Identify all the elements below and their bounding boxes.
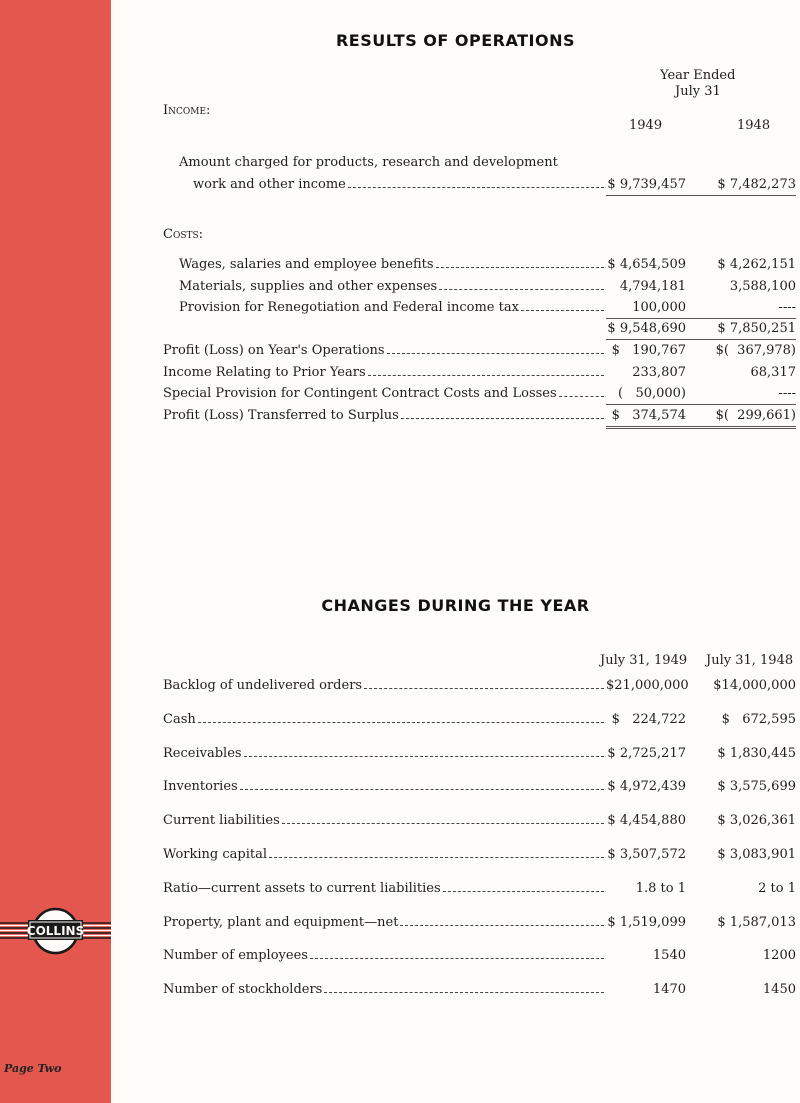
dot-leader	[387, 353, 604, 354]
value-col-2: ----	[778, 386, 796, 401]
red-sidebar	[0, 0, 111, 1103]
row-label-group	[163, 712, 606, 727]
row-label-group	[163, 948, 606, 963]
value-col-2: $ 1,830,445	[717, 745, 796, 761]
value-col-2: $ 7,482,273	[717, 177, 796, 192]
dot-leader	[443, 891, 604, 892]
period-header-line2: July 31	[675, 84, 721, 99]
cost-row	[0, 257, 800, 275]
value-col-2: $ 672,595	[721, 711, 796, 727]
value-col-1: $ 190,767	[611, 343, 686, 358]
value-col-2: 1200	[762, 948, 796, 964]
row-label: Special Provision for Contingent Contract Costs and Losses	[163, 386, 557, 401]
row-label-group	[163, 881, 606, 896]
summary-row	[0, 408, 800, 426]
costs-underline	[606, 318, 796, 319]
value-col-2: 3,588,100	[729, 278, 796, 294]
dot-leader	[368, 375, 604, 376]
income-line1: Amount charged for products, research and development	[179, 155, 558, 170]
costs-heading: Costs:	[163, 227, 204, 242]
row-label-group	[163, 779, 606, 794]
row-label: Wages, salaries and employee benefits	[179, 257, 434, 272]
value-col-2: $ 3,575,699	[717, 779, 796, 795]
changes-row	[0, 847, 800, 865]
row-label: Profit (Loss) Transferred to Surplus	[163, 407, 399, 423]
dot-leader	[401, 418, 604, 419]
row-label-group	[163, 408, 606, 423]
value-col-1: $ 4,972,439	[607, 779, 686, 795]
row-label-group	[179, 300, 606, 315]
row-label-group	[179, 279, 606, 294]
dot-leader	[400, 925, 604, 926]
costs-total	[0, 321, 800, 339]
dot-leader	[436, 267, 604, 268]
dot-leader	[559, 396, 604, 397]
income-heading: Income:	[163, 103, 211, 118]
dot-leader	[348, 187, 604, 188]
changes-row	[0, 746, 800, 764]
value-col-2: $ 4,262,151	[717, 257, 796, 272]
column-header-1949: 1949	[629, 118, 663, 133]
value-col-1: $ 224,722	[611, 711, 686, 727]
value-col-2: $( 299,661)	[715, 407, 796, 423]
row-label-group	[163, 982, 606, 997]
value-col-2: 68,317	[750, 364, 796, 380]
value-col-1: 4,794,181	[619, 278, 686, 294]
logo-text: COLLINS	[26, 924, 85, 938]
changes-row	[0, 948, 800, 966]
changes-row	[0, 779, 800, 797]
row-label-group	[163, 746, 606, 761]
row-label: Working capital	[163, 847, 268, 862]
value-col-2: 1450	[762, 982, 796, 998]
value-col-1: 1540	[652, 948, 686, 964]
changes-col-1948: July 31, 1948	[706, 653, 794, 668]
dot-leader	[240, 789, 604, 790]
value-col-2: $ 3,083,901	[717, 847, 796, 862]
changes-row	[0, 678, 800, 696]
value-col-2: ----	[778, 300, 796, 315]
dot-leader	[198, 722, 604, 723]
value-col-1: $ 4,454,880	[607, 813, 686, 829]
row-label: Provision for Renegotiation and Federal income tax	[179, 300, 519, 315]
dot-leader	[521, 310, 604, 311]
row-label-group	[163, 343, 606, 358]
changes-row	[0, 881, 800, 899]
cost-row	[0, 279, 800, 297]
row-label-group	[179, 257, 606, 272]
final-double-underline	[606, 426, 796, 429]
dot-leader	[439, 289, 604, 290]
dot-leader	[244, 756, 604, 757]
value-col-2: $ 7,850,251	[717, 321, 796, 336]
row-label: Backlog of undelivered orders	[163, 678, 363, 693]
summary-row	[0, 365, 800, 383]
value-col-1: $ 4,654,509	[607, 257, 686, 272]
dot-leader	[364, 688, 604, 689]
value-col-1: 1470	[652, 982, 686, 998]
row-label: Current liabilities	[163, 813, 280, 829]
income-value-row	[0, 177, 800, 195]
value-col-2: 2 to 1	[758, 880, 796, 896]
row-label: Cash	[163, 711, 196, 727]
dot-leader	[324, 992, 604, 993]
row-label: Income Relating to Prior Years	[163, 364, 366, 380]
row-label: Number of employees	[163, 948, 308, 964]
row-label-group	[163, 678, 606, 693]
value-col-1: ( 50,000)	[617, 386, 686, 401]
value-col-1: 100,000	[632, 300, 686, 315]
row-label-group	[193, 177, 606, 192]
changes-row	[0, 712, 800, 730]
value-col-1: $ 3,507,572	[607, 847, 686, 862]
row-label-group	[163, 365, 606, 380]
value-col-1: 233,807	[632, 364, 686, 380]
row-label: Inventories	[163, 779, 238, 795]
row-label: work and other income	[193, 177, 346, 192]
value-col-1: $ 9,548,690	[607, 321, 686, 336]
row-label: Ratio—current assets to current liabilities	[163, 880, 441, 896]
row-label: Materials, supplies and other expenses	[179, 278, 438, 294]
page-number-label: Page Two	[4, 1062, 62, 1075]
row-label: Property, plant and equipment—net	[163, 914, 399, 930]
row-label-group	[163, 386, 606, 401]
value-col-1: 1.8 to 1	[635, 880, 686, 896]
summary-row	[0, 343, 800, 361]
row-label: Number of stockholders	[163, 982, 323, 998]
value-col-2: $ 1,587,013	[717, 914, 796, 930]
row-label-group	[163, 813, 606, 828]
period-header-line1: Year Ended	[660, 68, 736, 83]
summary-row	[0, 386, 800, 404]
changes-col-1949: July 31, 1949	[600, 653, 688, 668]
value-col-1: $ 2,725,217	[607, 745, 686, 761]
dot-leader	[282, 823, 604, 824]
row-label-group	[163, 915, 606, 930]
row-label: Receivables	[163, 745, 242, 761]
income-underline	[606, 195, 796, 196]
column-header-1948: 1948	[737, 118, 771, 133]
costs-total-underline	[606, 339, 796, 340]
value-col-2: $ 3,026,361	[717, 813, 796, 829]
value-col-1: $21,000,000	[606, 678, 689, 693]
row-label: Profit (Loss) on Year's Operations	[163, 343, 385, 358]
changes-row	[0, 813, 800, 831]
changes-row	[0, 982, 800, 1000]
changes-row	[0, 915, 800, 933]
value-col-2: $14,000,000	[713, 678, 796, 693]
results-title: RESULTS OF OPERATIONS	[335, 31, 576, 50]
row-label-group	[163, 847, 606, 862]
value-col-1: $ 9,739,457	[607, 177, 686, 192]
dot-leader	[310, 958, 604, 959]
summary-underline	[606, 404, 796, 405]
dot-leader	[269, 857, 604, 858]
value-col-1: $ 1,519,099	[607, 914, 686, 930]
value-col-2: $( 367,978)	[715, 343, 796, 358]
value-col-1: $ 374,574	[611, 407, 686, 423]
cost-row	[0, 300, 800, 318]
changes-title: CHANGES DURING THE YEAR	[321, 596, 590, 615]
